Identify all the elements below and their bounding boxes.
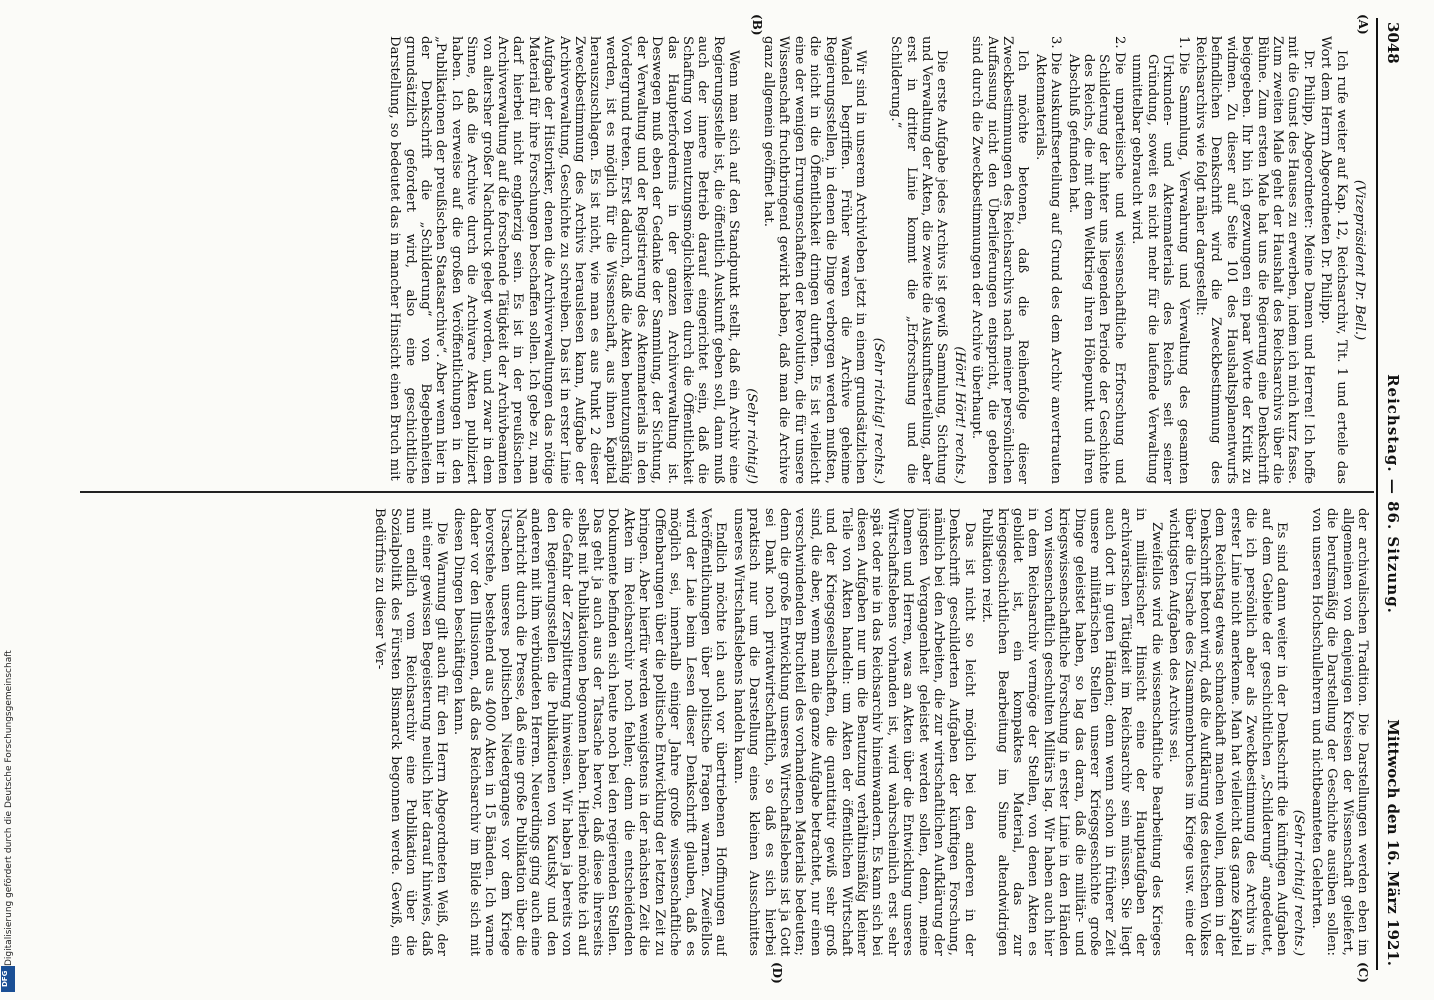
list-text: Die Sammlung, Verwahrung und Verwaltung des gesamten Urkunden- und Aktenmaterials des Reichs seit seiner Gründung, soweit es nicht mehr für die laufende Verwaltung unmittelbar gebraucht wird. [1129,52,1191,484]
list-item [1065,36,1127,484]
paragraph: Das ist nicht so leicht möglich bei den anderen in der Denkschrift geschilderten Aufgaben der künftigen Forschung, nämlich bei den Arbeiten, die zur wirtschaftlichen Aufklärung der jüngsten Vergangenheit geleistet werden sollen, denn, meine Damen und Herren, was an Akten über die Entwicklung unseres Wirtschaftslebens vorhanden ist, wird wahrscheinlich erst sehr spät oder nie in das Reichsarchiv hineinwandern. Es kann sich bei diesen Aufgaben nur um die Benutzung verhältnismäßig kleiner Teile von Akten handeln: um Akten der öffentlichen Wirtschaft und der Kriegsgesellschaften, die quantitativ gewiß sehr groß sind, die aber, wenn man die ganze Aufgabe betrachtet, nur einen verschwindenden Bruchteil des vorhandenen Materials bedeuten; denn die große Entwicklung unseres Wirtschaftslebens ist ja Gott sei Dank noch privatwirtschaftlich, so daß es sich hierbei praktisch nur um die Darstellung eines kleinen Ausschnittes unseres Wirtschaftslebens handeln kann. [730,508,977,956]
list-item [1129,36,1191,484]
paragraph: Ich möchte betonen, daß die Reihenfolge dieser Zweckbestimmungen des Reichsarchivs nach meiner persönlichen Auffassung nicht den Überlieferungen entspricht, die geboten sind durch die Zweckbestimmungen der Archive überhaupt. [969,36,1031,484]
session-date: Mittwoch den 16. März 1921. [1384,719,1402,966]
left-column [80,36,1370,484]
list-number: 3. [1048,36,1064,49]
interjection: (Sehr richtig! rechts.) [870,337,886,484]
interjection: (Sehr richtig! rechts.) [1291,809,1307,956]
digitization-credit: Digitalisierung gefördert durch die Deutsche Forschungsgemeinschaft [4,650,14,966]
margin-marker-a: (A) [1356,14,1370,35]
paragraph: Zweifellos wird die wissenschaftliche Bearbeitung des Krieges in militärischer Hinsicht eine der Hauptaufgaben der archivarischen Tätigkeit im Reichsarchiv sein müssen. Sie liegt auch dort in guten Händen; denn wenn schon in früherer Zeit unsere militärischen Stellen unserer Kriegsgeschichte große Dinge geleistet haben, so lag das daran, daß die militär- und kriegswissenschaftliche Forschung in erster Linie in den Händen von wissenschaftlich geschulten Militärs lag. Wir haben auch hier in dem Reichsarchiv vermöge der Stellen, von denen Akten es gebildet ist, ein kompaktes Material, das zur kriegsgeschichtlichen Bearbeitung im Sinne altendwidrigen Publikation reizt. [979,508,1164,956]
right-column [80,508,1370,956]
column-divider [80,491,1374,493]
speaker-note: (Vizepräsident Dr. Bell.) [1352,179,1367,341]
list-text: Die Auskunftserteilung auf Grund des dem Archiv anvertrauten Aktenmaterials. [1032,52,1064,484]
list-text: Die unparteiische und wissenschaftliche Erforschung und Schilderung der hinter uns liegenden Periode der Geschichte des Reichs, die mit dem Weltkrieg ihren Höhepunkt und ihren Abschluß gefunden hat. [1065,52,1127,484]
interjection: (Sehr richtig!) [743,388,759,484]
interjection: (Hört! Hört! rechts.) [951,346,967,484]
paragraph: Die erste Aufgabe jedes Archivs ist gewiß Sammlung, Sichtung und Verwaltung der Akten, die zweite die Auskunftserteilung, aber erst in dritter Linie kommt die „Erforschung und die Schilderung.“ [888,36,950,484]
dfg-logo: DFG [1,966,15,992]
paragraph: Die Warnung gilt auch für den Herrn Abgeordneten Weiß, der mit einer gewissen Begeisterung neulich hier darauf hinwies, daß nun endlich vom Reichsarchiv eine Publikation über die Sozialpolitik des Fürsten Bismarck begonnen werde. Gewiß, ein Bedürfnis zu dieser Ver- [372,508,450,956]
paragraph: Ich rufe weiter auf Kap. 12, Reichsarchiv, Tit. 1 und erteile das Wort dem Herrn Abgeordneten Dr. Philipp. [1318,36,1349,484]
page-number: 3048 [1384,22,1402,64]
session-title: Reichstag. — 86. Sitzung. [1384,374,1402,614]
margin-marker-b: (B) [750,14,764,36]
paragraph: Endlich möchte ich auch vor übertriebenen Hoffnungen auf Veröffentlichungen über politische Fragen warnen. Zweifellos wird der Laie beim Lesen dieser Denkschrift glauben, daß es möglich sei, innerhalb einiger Jahre große wissenschaftliche Offenbarungen über die politische Entwicklung der letzten Zeit zu bringen. Aber hierfür werden wenigstens in der nächsten Zeit die Akten im Reichsarchiv noch fehlen; denn die entscheidenden Dokumente befinden sich heute noch bei den regierenden Stellen. Das geht ja auch aus der Tatsache hervor, daß diese ihrerseits selbst mit Publikationen begonnen haben. Hierbei möchte ich auf die Gefahr der Zersplitterung hinweisen. Wir haben ja bereits von den Regierungsstellen die Publikationen von Kautsky und den anderen mit ihm verbündeten Herren. Neuerdings ging auch eine Nachricht durch die Presse, daß eine große Publikation über die Ursachen unseres politischen Niederganges vor dem Kriege bevorstehe, bestehend aus 4000 Akten in 15 Bänden. Ich warne daher vor den Illusionen, daß das Reichsarchiv im Bilde sich mit diesen Dingen beschäftigen kann. [451,508,729,956]
paragraph: Wenn man sich auf den Standpunkt stellt, daß ein Archiv eine Regierungsstelle ist, die öffentlich Auskunft geben soll, dann muß auch der innere Betrieb darauf eingerichtet sein, daß die Schaffung von Benutzungsmöglichkeiten durch die Öffentlichkeit das Haupterfordernis in der ganzen Archivverwaltung ist. Deswegen muß eben der Gedanke der Sammlung, der Sichtung, der Verwaltung und der Registrierung des Aktenmaterials in den Vordergrund treten. Erst dadurch, daß die Akten benutzungsfähig werden, ist es möglich für die Wissenschaft, aus ihnen Kapital herauszuschlagen. Es ist nicht, wie man es aus Punkt 2 dieser Zweckbestimmung des Archivs herauslesen kann, Aufgabe der Archivverwaltung, Geschichte zu schreiben. Das ist in erster Linie Aufgabe der Historiker, denen die Archivverwaltungen das nötige Material für ihre Forschungen beschaffen sollen. Ich gebe zu, man darf hierbei nicht engherzig sein. Es ist in der preußischen Archivverwaltung auf die forschende Tätigkeit der Archivbeamten von altersher großer Nachdruck gelegt worden, und zwar in dem Sinne, daß die Archive durch die Archivare Akten publiziert haben. Ich verweise auf die großen Veröffentlichungen in den „Publikationen der preußischen Staatsarchive“. Aber wenn hier in der Denkschrift die „Schilderung“ von Begebenheiten grundsätzlich gefordert wird, also eine geschichtliche Darstellung, so bedeutet das in mancher Hinsicht einen Bruch mit [387,36,742,484]
paragraph: der archivalischen Tradition. Die Darstellungen werden eben im allgemeinen von denjenigen Kreisen der Wissenschaft geliefert, die berufsmäßig die Darstellung der Geschichte ausüben sollen: von unseren Hochschullehrern und nichtbeamteten Gelehrten. [1308,508,1370,956]
list-number: 2. [1111,36,1127,49]
paragraph: Wir sind in unserem Archivleben jetzt in einem grundsätzlichen Wandel begriffen. Früher waren die Archive geheime Regierungsstellen, in denen die Dinge verborgen werden mußten, die nicht in die Öffentlichkeit dringen durften. Es ist vielleicht eine der wenigen Errungenschaften der Revolution, die für unsere Wissenschaft fruchtbringend gewirkt haben, daß man die Archive ganz allgemein geöffnet hat. [760,36,869,484]
margin-marker-c: (C) [1356,962,1370,983]
margin-marker-d: (D) [770,962,784,984]
paragraph: Es sind dann weiter in der Denkschrift die künftigen Aufgaben auf dem Gebiete der geschichtlichen „Schilderung“ angedeutet, die ich persönlich aber als Zweckbestimmung des Archivs in erster Linie nicht anerkenne. Man hat vielleicht das ganze Kapitel dem Reichstag etwas schmackhaft machen wollen, indem in der Denkschrift betont wird, daß die Aufklärung des deutschen Volkes über die Ursache des Zusammenbruches im Kriege usw. eine der wichtigsten Aufgaben des Archivs sei. [1166,508,1289,956]
list-item [1032,36,1063,484]
page-header [1376,18,1404,970]
paragraph: Dr. Philipp, Abgeordneter: Meine Damen und Herren! Ich hoffe mit die Gunst des Hauses zu erwerben, indem ich mich kurz fasse. Zum zweiten Male geht der Haushalt des Reichsarchivs über die Bühne. Zum ersten Male hat uns die Regierung eine Denkschrift beigegeben. Ihr bin ich gezwungen ein paar Worte der Kritik zu widmen. Zu dieser auf Seite 101 des Haushaltsplanentwurfs befindlichen Denkschrift wird die Zweckbestimmung des Reichsarchivs wie folgt näher dargestellt: [1192,36,1316,484]
rotated-page [74,14,1404,984]
list-number: 1. [1175,36,1191,49]
